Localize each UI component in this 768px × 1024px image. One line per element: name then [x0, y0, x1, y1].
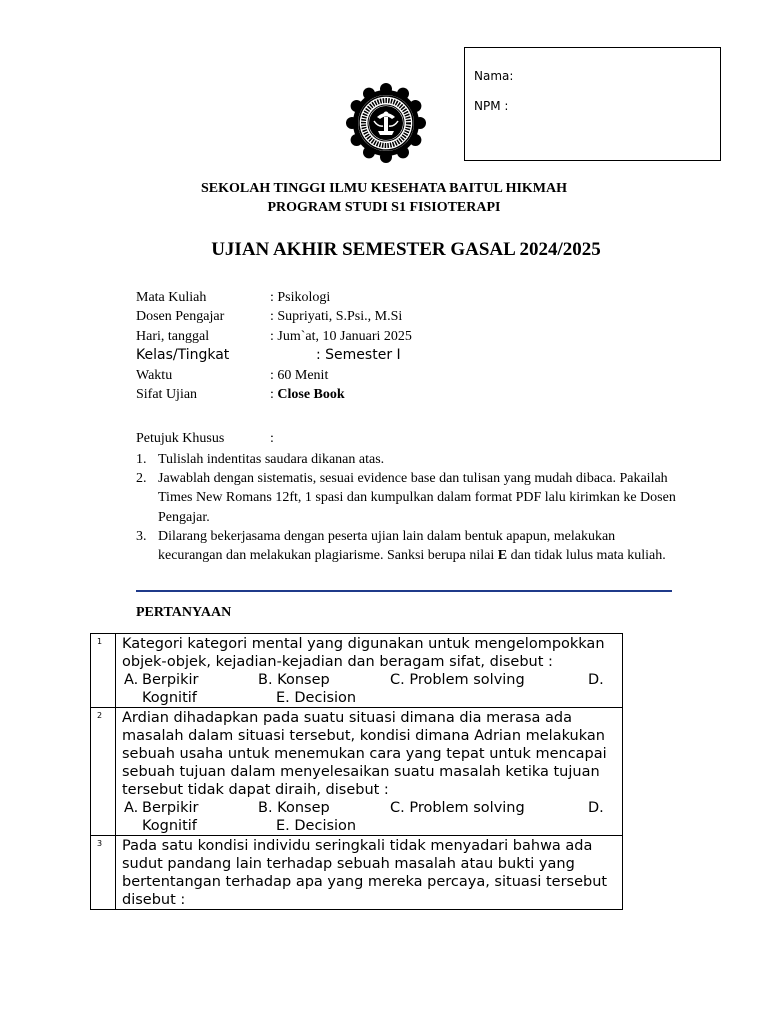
instructions-title: Petujuk Khusus [136, 431, 225, 446]
table-row [91, 708, 623, 836]
instruction-item [136, 527, 676, 565]
identity-box [464, 47, 721, 161]
option-text: B. Konsep [258, 672, 330, 688]
questions-title: PERTANYAAN [136, 605, 232, 620]
option-text: C. Problem solving [390, 672, 525, 688]
info-value-prefix: : [270, 387, 278, 402]
instruction-number: 2. [136, 471, 147, 487]
info-label: Mata Kuliah [136, 290, 207, 305]
question-text: Kategori kategori mental yang digunakan untuk mengelompokkan objek-objek, kejadian-kejadian dan beragam sifat, disebut : [122, 636, 605, 670]
info-label: Kelas/Tingkat [136, 347, 230, 363]
question-cell [116, 634, 623, 708]
instruction-bold: E [497, 548, 508, 564]
option-text: C. Problem solving [390, 800, 525, 816]
institution-name: SEKOLAH TINGGI ILMU KESEHATA BAITUL HIKMAH [200, 181, 568, 196]
instructions-colon: : [270, 431, 274, 446]
info-label: Waktu [136, 368, 173, 383]
instruction-text: dan tidak lulus mata kuliah. [507, 548, 666, 564]
instruction-text: Jawablah dengan sistematis, sesuai evidence base dan tulisan yang mudah dibaca. Pakailah Times New Romans 12ft, 1 spasi dan kumpulkan dalam format PDF lalu kirimkan ke Dosen Pengajar. [158, 471, 676, 525]
info-value: : Semester I [316, 347, 401, 363]
option-text: Kognitif [142, 690, 197, 706]
nama-field-label: Nama: [474, 69, 514, 83]
option-text: Berpikir [142, 800, 199, 816]
option-text: E. Decision [276, 690, 357, 706]
info-value: : Psikologi [270, 290, 331, 305]
instruction-number: 1. [136, 452, 147, 467]
program-name: PROGRAM STUDI S1 FISIOTERAPI [267, 200, 501, 215]
info-value-bold: Close Book [277, 387, 345, 402]
info-label: Sifat Ujian [136, 387, 198, 402]
info-label: Dosen Pengajar [136, 309, 225, 324]
info-value: : Supriyati, S.Psi., M.Si [270, 309, 403, 324]
instruction-item [136, 469, 676, 527]
question-cell [116, 836, 623, 910]
option-letter: D. [588, 672, 604, 688]
info-value [270, 387, 345, 403]
exam-title: UJIAN AKHIR SEMESTER GASAL 2024/2025 [211, 239, 601, 260]
option-letter: A. [124, 800, 139, 816]
table-row [91, 836, 623, 910]
option-text: E. Decision [276, 818, 357, 834]
question-number: 3 [91, 836, 116, 910]
institution-logo-seal [342, 83, 430, 163]
npm-field-label: NPM : [474, 99, 509, 113]
info-value: : Jum`at, 10 Januari 2025 [270, 329, 412, 344]
instruction-text: Tulislah indentitas saudara dikanan atas. [158, 452, 385, 467]
info-label: Hari, tanggal [136, 329, 210, 344]
question-number: 1 [91, 634, 116, 708]
option-text: B. Konsep [258, 800, 330, 816]
table-row [91, 634, 623, 708]
info-value: : 60 Menit [270, 368, 329, 383]
question-number: 2 [91, 708, 116, 836]
option-letter: D. [588, 800, 604, 816]
answer-options [122, 799, 616, 835]
answer-options [122, 671, 616, 707]
question-cell [116, 708, 623, 836]
question-text: Pada satu kondisi individu seringkali tidak menyadari bahwa ada sudut pandang lain terhadap sebuah masalah atau bukti yang bertentangan terhadap apa yang mereka percaya, situasi tersebut disebut : [122, 838, 608, 908]
option-text: Kognitif [142, 818, 197, 834]
option-letter: A. [124, 672, 139, 688]
questions-table [90, 633, 623, 910]
instruction-text: Dilarang bekerjasama dengan peserta ujian lain dalam bentuk apapun, melakukan kecurangan dan melakukan plagiarisme. Sanksi berupa nilai [158, 528, 616, 564]
divider [136, 590, 672, 592]
instruction-number: 3. [136, 528, 147, 544]
option-text: Berpikir [142, 672, 199, 688]
question-text: Ardian dihadapkan pada suatu situasi dimana dia merasa ada masalah dalam situasi tersebut, kondisi dimana Adrian melakukan sebuah usaha untuk menemukan cara yang tepat untuk mencapai sebuah tujuan dalam menyelesaikan suatu masalah ketika tujuan tersebut tidak dapat diraih, disebut : [122, 710, 607, 798]
instruction-item [136, 450, 676, 469]
instructions-list [136, 450, 676, 565]
